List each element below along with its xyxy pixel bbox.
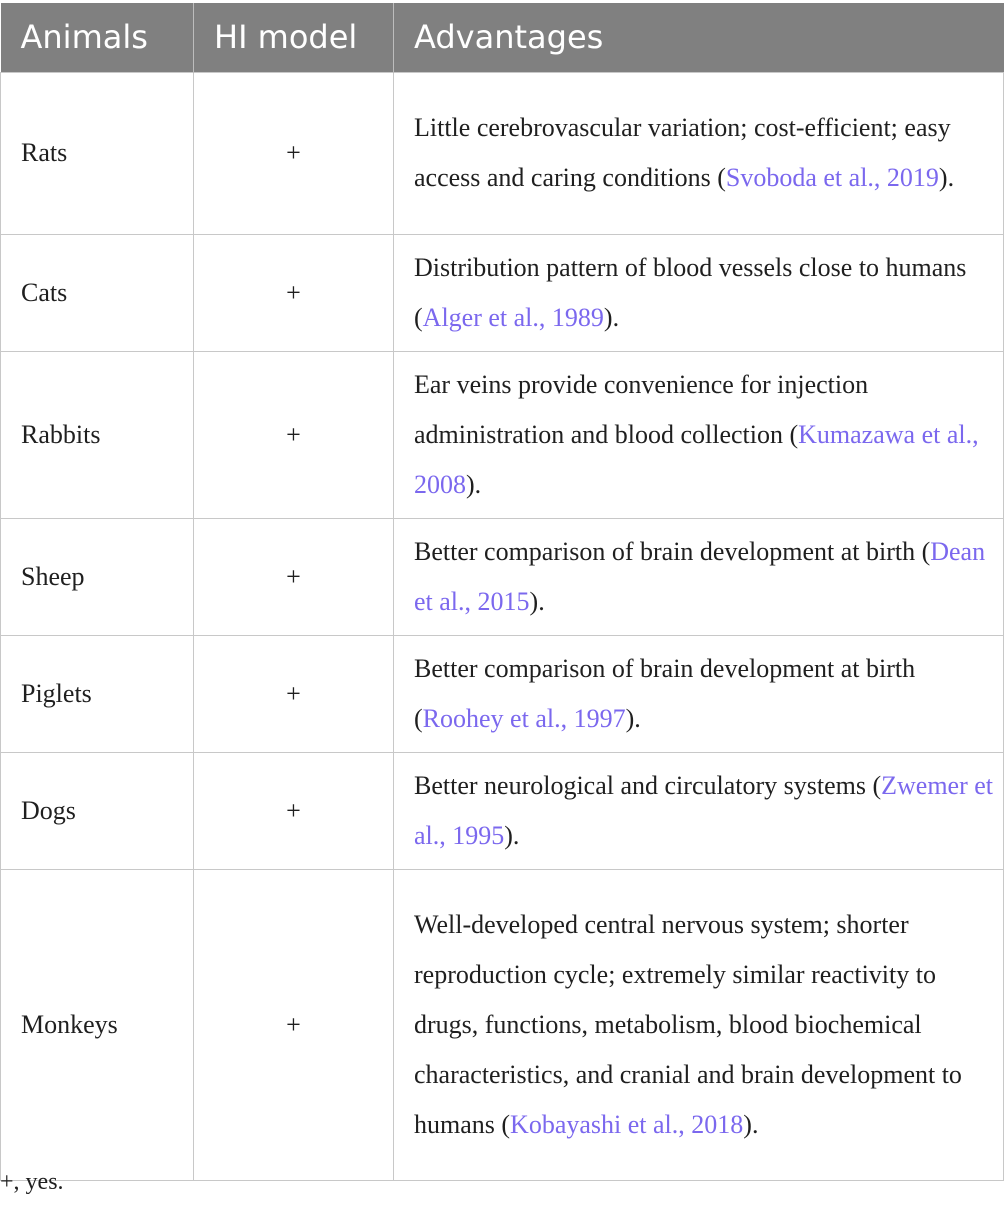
hi-model-cell: + <box>194 518 394 635</box>
advantages-text: Well-developed central nervous system; shorter reproduction cycle; extremely similar reactivity to drugs, functions, metabolism, blood biochemical characteristics, and cranial and brain development to humans ( <box>414 909 962 1139</box>
advantages-text: Better neurological and circulatory systems ( <box>414 770 882 800</box>
table-row <box>1 869 1004 1180</box>
table-row <box>1 351 1004 518</box>
citation-close: ). <box>603 302 620 332</box>
animal-cell: Piglets <box>1 635 194 752</box>
advantages-cell <box>394 72 1004 234</box>
advantages-cell <box>394 234 1004 351</box>
advantages-cell <box>394 869 1004 1180</box>
advantages-cell <box>394 752 1004 869</box>
advantages-cell <box>394 351 1004 518</box>
advantages-cell <box>394 518 1004 635</box>
citation-link[interactable]: Kumazawa et al., 2008 <box>414 419 979 499</box>
citation-close: ). <box>504 820 520 850</box>
citation-link[interactable]: Svoboda et al., 2019 <box>725 163 939 192</box>
animal-cell: Rabbits <box>1 351 194 518</box>
citation-close: ). <box>466 469 482 499</box>
citation-close: ). <box>743 1109 759 1139</box>
header-advantages: Advantages <box>394 3 1004 72</box>
animal-cell: Dogs <box>1 752 194 869</box>
citation-link[interactable]: Alger et al., 1989 <box>422 302 604 332</box>
table-header-row <box>1 3 1004 72</box>
animal-cell: Sheep <box>1 518 194 635</box>
table-row <box>1 518 1004 635</box>
citation-link[interactable]: Dean et al., 2015 <box>414 536 986 616</box>
hi-model-cell: + <box>194 635 394 752</box>
animal-cell: Monkeys <box>1 869 194 1180</box>
citation-link[interactable]: Roohey et al., 1997 <box>422 703 626 733</box>
header-animals: Animals <box>1 3 194 72</box>
advantages-cell <box>394 635 1004 752</box>
advantages-text: Distribution pattern of blood vessels close to humans ( <box>414 252 967 332</box>
animal-models-table <box>0 3 1004 1181</box>
hi-model-cell: + <box>194 752 394 869</box>
animal-cell: Cats <box>1 234 194 351</box>
table-row <box>1 72 1004 234</box>
citation-link[interactable]: Kobayashi et al., 2018 <box>510 1109 744 1139</box>
hi-model-cell: + <box>194 234 394 351</box>
citation-close: ). <box>529 586 545 616</box>
hi-model-cell: + <box>194 351 394 518</box>
advantages-text: Ear veins provide convenience for injection administration and blood collection ( <box>414 369 869 449</box>
citation-close: ). <box>625 703 641 733</box>
hi-model-cell: + <box>194 72 394 234</box>
table-row <box>1 635 1004 752</box>
table-row <box>1 752 1004 869</box>
advantages-text: Better comparison of brain development at birth ( <box>414 536 931 566</box>
header-hi-model: HI model <box>194 3 394 72</box>
citation-link[interactable]: Zwemer et al., 1995 <box>414 770 994 850</box>
animal-cell: Rats <box>1 72 194 234</box>
advantages-text: Little cerebrovascular variation; cost-efficient; easy access and caring conditions ( <box>414 113 951 192</box>
table-footnote: +, yes. <box>0 1169 64 1195</box>
advantages-text: Better comparison of brain development at birth ( <box>414 653 916 733</box>
hi-model-cell: + <box>194 869 394 1180</box>
citation-close: ). <box>938 163 955 192</box>
table-row <box>1 234 1004 351</box>
